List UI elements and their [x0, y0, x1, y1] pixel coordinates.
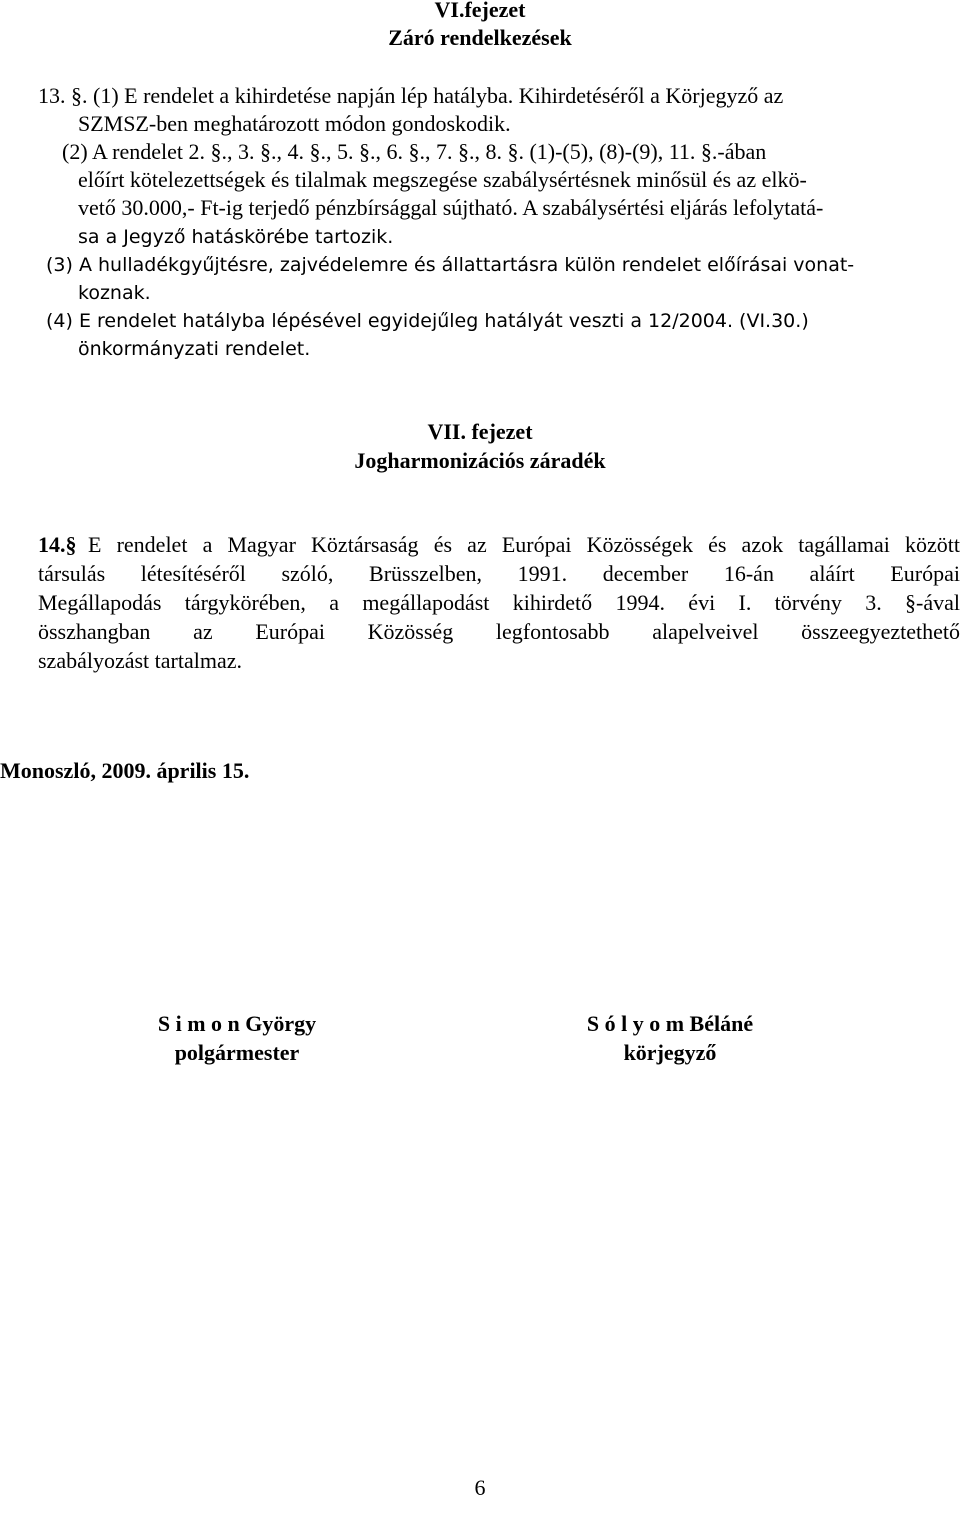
section-13-line-1: 13. §. (1) E rendelet a kihirdetése napján lép hatályba. Kihirdetéséről a Körjegyző az — [38, 83, 784, 108]
section-13-line-6: sa a Jegyző hatáskörébe tartozik. — [78, 226, 394, 248]
chapter-6-heading: VI.fejezet — [434, 0, 526, 22]
section-13-line-5: vető 30.000,- Ft-ig terjedő pénzbírsággal sújtható. A szabálysértési eljárás lefolytatá- — [78, 195, 824, 220]
place-date: Monoszló, 2009. április 15. — [0, 758, 250, 783]
section-13-line-8: koznak. — [78, 282, 151, 304]
section-14-line-2: társulás létesítéséről szóló, Brüsszelben, 1991. december 16-án aláírt Európai — [38, 561, 960, 586]
section-14-line-1: E rendelet a Magyar Köztársaság és az Európai Közösségek és azok tagállamai között — [88, 532, 960, 557]
signature-left-role: polgármester — [174, 1040, 300, 1065]
section-13-line-9: (4) E rendelet hatályba lépésével egyidejűleg hatályát veszti a 12/2004. (VI.30.) — [46, 310, 809, 332]
section-13-line-7: (3) A hulladékgyűjtésre, zajvédelemre és állattartásra külön rendelet előírásai vonat- — [46, 254, 855, 276]
section-14-line-5: szabályozást tartalmaz. — [38, 648, 243, 673]
section-13-line-2: SZMSZ-ben meghatározott módon gondoskodik. — [78, 111, 511, 136]
section-13-line-3: (2) A rendelet 2. §., 3. §., 4. §., 5. §., 6. §., 7. §., 8. §. (1)-(5), (8)-(9), 11. §.-ában — [62, 139, 767, 164]
chapter-7-title: Jogharmonizációs záradék — [354, 448, 606, 473]
signature-right-name: S ó l y o m Béláné — [586, 1011, 754, 1036]
signature-right-role: körjegyző — [623, 1040, 717, 1065]
section-13-line-4: előírt kötelezettségek és tilalmak megszegése szabálysértésnek minősül és az elkö- — [78, 167, 807, 192]
section-13-line-10: önkormányzati rendelet. — [78, 338, 311, 360]
page-number: 6 — [474, 1475, 486, 1500]
chapter-6-title: Záró rendelkezések — [388, 25, 572, 50]
signature-left-name: S i m o n György — [157, 1011, 317, 1036]
section-14-number — [38, 531, 77, 559]
chapter-7-heading: VII. fejezet — [427, 419, 533, 444]
section-14-num: 14.§ — [38, 532, 77, 557]
section-14-line-4: összhangban az Európai Közösség legfontosabb alapelveivel összeegyeztethető — [38, 619, 960, 644]
section-14-line-3: Megállapodás tárgykörében, a megállapodást kihirdető 1994. évi I. törvény 3. §-ával — [38, 590, 960, 615]
